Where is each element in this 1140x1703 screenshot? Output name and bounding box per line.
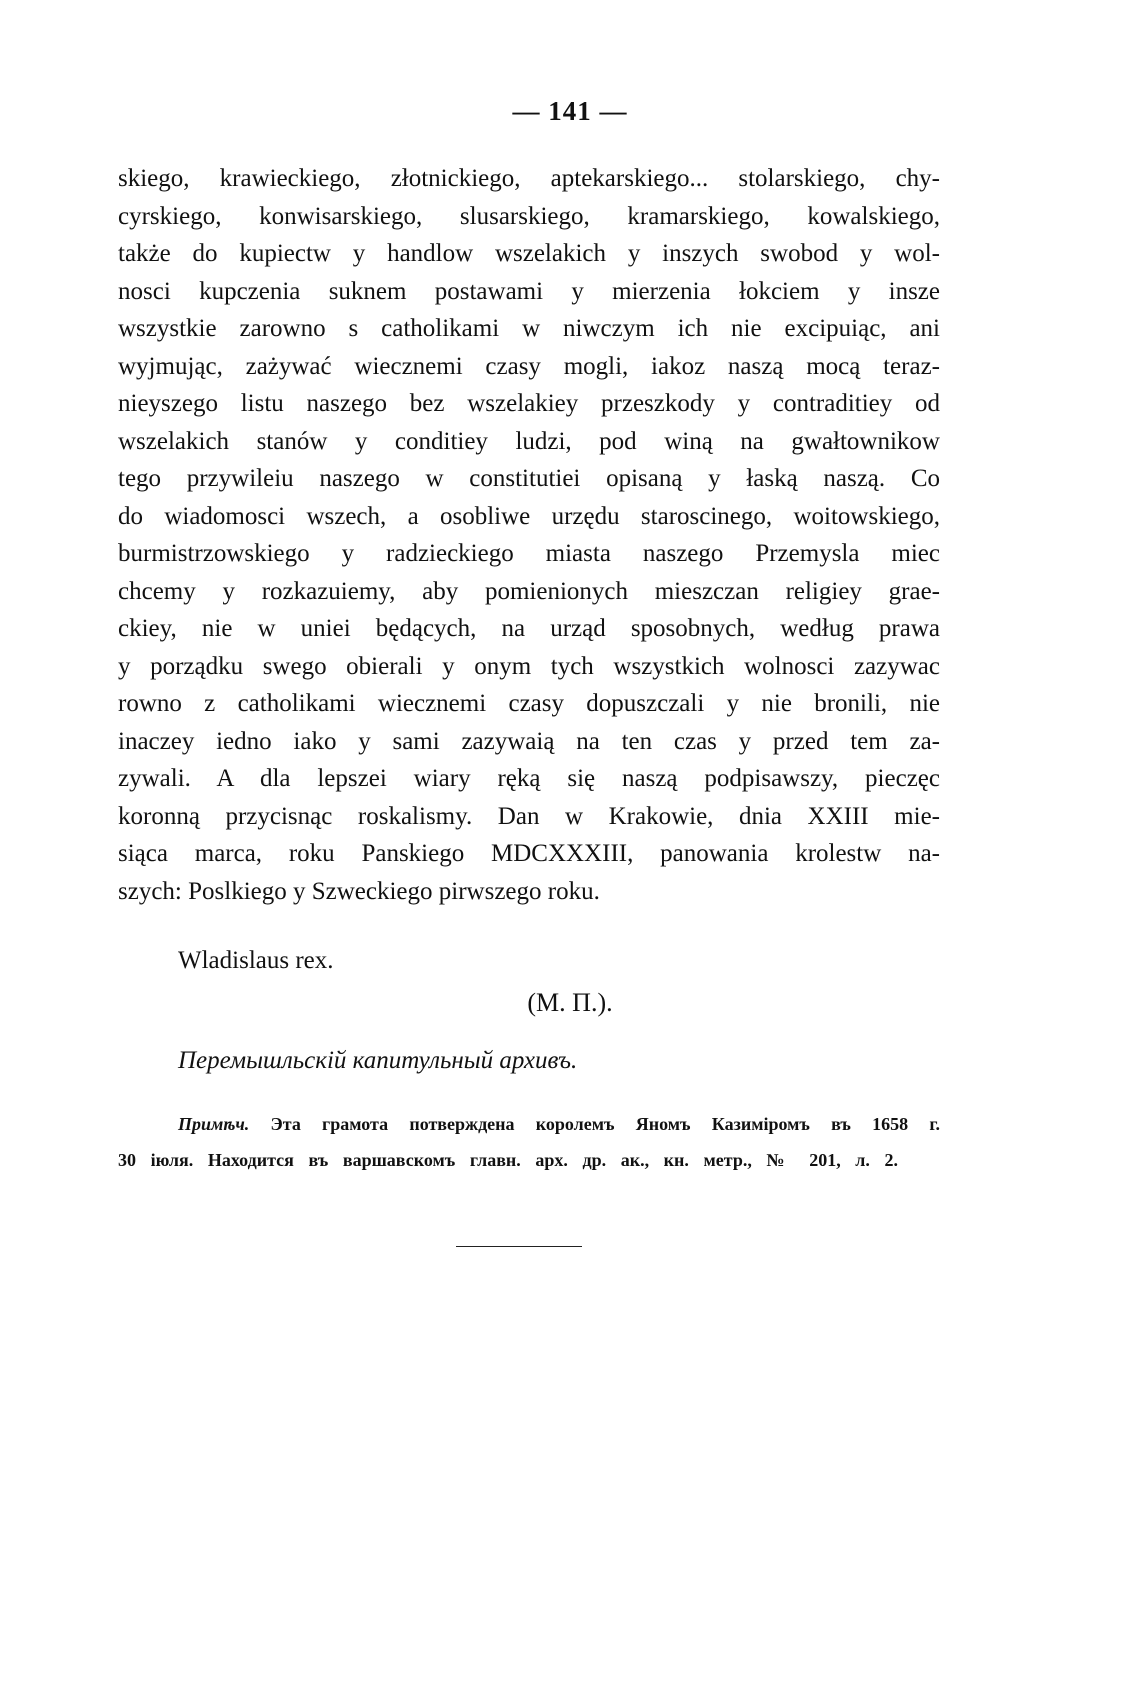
text-line: wyjmując, zażywać wiecznemi czasy mogli, iakoz naszą mocą teraz- bbox=[118, 352, 940, 380]
text-line: inaczey iedno iako y sami zazywaią na ten czas y przed tem za- bbox=[118, 727, 940, 755]
footnote-text: Эта грамота потверждена королемъ Яномъ Казиміромъ въ 1658 г. bbox=[270, 1114, 941, 1134]
seal-mark: (M. П.). bbox=[527, 988, 613, 1017]
text-line: siąca marca, roku Panskiego MDCXXXIII, panowania krolestw na- bbox=[118, 840, 940, 867]
text-line: do wiadomosci wszech, a osobliwe urzędu staroscinego, woitowskiego, bbox=[118, 502, 940, 530]
text-line: nosci kupczenia suknem postawami y mierzenia łokciem y insze bbox=[118, 277, 940, 305]
footnote-line: 30 іюля. Находится въ варшавскомъ главн. арх. др. ак., кн. метр., № 201, л. 2. bbox=[118, 1150, 898, 1170]
text-line: ckiey, nie w uniei będących, na urząd sposobnych, według prawa bbox=[118, 615, 940, 642]
text-line: koronną przycisnąc roskalismy. Dan w Krakowie, dnia XXIII mie- bbox=[118, 802, 940, 830]
text-line: wszelakich stanów y conditiey ludzi, pod winą na gwałtownikow bbox=[118, 427, 940, 455]
footnote bbox=[118, 1106, 940, 1178]
text-line: także do kupiectw y handlow wszelakich y inszych swobod y wol- bbox=[118, 240, 940, 267]
text-line: tego przywileiu naszego w constitutiei opisaną y łaską naszą. Co bbox=[118, 465, 940, 492]
text-line: chcemy y rozkazuiemy, aby pomienionych mieszczan religiey grae- bbox=[118, 577, 940, 605]
text-line: cyrskiego, konwisarskiego, slusarskiego, kramarskiego, kowalskiego, bbox=[118, 202, 940, 230]
text-line: wszystkie zarowno s catholikami w niwczym ich nie excipuiąc, ani bbox=[118, 315, 940, 342]
text-line: szych: Poslkiego y Szweckiego pirwszego roku. bbox=[118, 877, 600, 905]
footnote-line bbox=[118, 1106, 940, 1142]
page-number: — 141 — bbox=[512, 96, 628, 126]
signature: Wladislaus rex. bbox=[178, 947, 334, 974]
body-text bbox=[118, 160, 940, 910]
archive-source: Перемышльскій капитульный архивъ. bbox=[178, 1047, 578, 1074]
text-line: rowno z catholikami wiecznemi czasy dopuszczali y nie bronili, nie bbox=[118, 690, 940, 717]
text-line: burmistrzowskiego y radzieckiego miasta naszego Przemysla miec bbox=[118, 540, 940, 567]
end-rule-divider bbox=[456, 1246, 582, 1247]
text-line: y porządku swego obierali y onym tych wszystkich wolnosci zazywac bbox=[118, 652, 940, 680]
text-line: zywali. A dla lepszei wiary ręką się naszą podpisawszy, pieczęc bbox=[118, 765, 940, 792]
footnote-label: Примѣч. bbox=[178, 1114, 250, 1134]
text-line: nieyszego listu naszego bez wszelakiey przeszkody y contraditiey od bbox=[118, 390, 940, 417]
text-line: skiego, krawieckiego, złotnickiego, aptekarskiego... stolarskiego, chy- bbox=[118, 165, 940, 192]
